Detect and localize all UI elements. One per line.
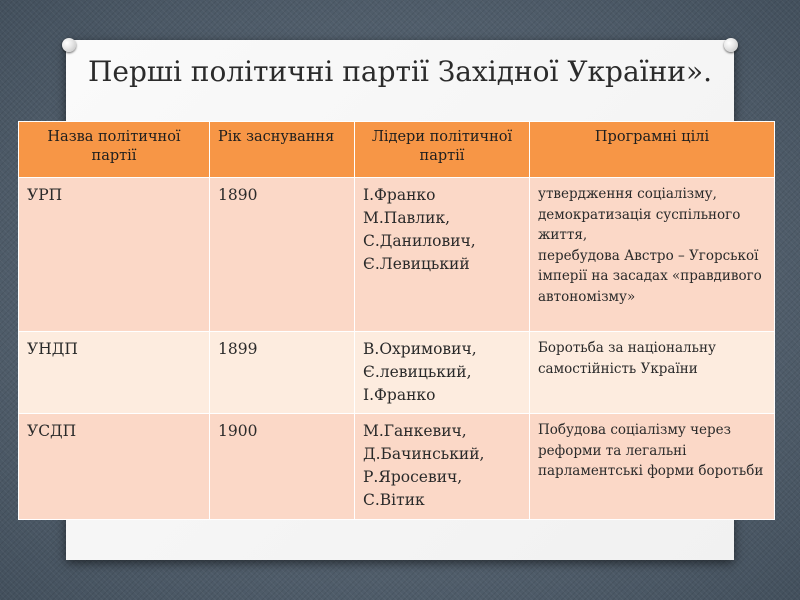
leader-name: М.Ганкевич, [363,422,467,440]
leader-name: С.Данилович, [363,232,476,250]
pin-icon [724,38,738,52]
leaders-cell [355,414,530,520]
founding-year-cell: 1899 [210,332,355,414]
slide-title: Перші політичні партії Західної України». [88,56,712,88]
leader-name: М.Павлик, [363,209,451,227]
party-name-cell: УРП [19,178,210,332]
leader-name: Є.Левицький [363,255,470,273]
goals-cell [530,332,775,414]
goals-cell [530,178,775,332]
party-name-cell: УНДП [19,332,210,414]
founding-year-cell: 1900 [210,414,355,520]
party-name-cell: УСДП [19,414,210,520]
pin-icon [62,38,76,52]
goal-text: Боротьба за національну самостійність України [538,340,716,377]
leader-name: І.Франко [363,386,436,404]
leader-name: С.Вітик [363,491,425,509]
goal-text: демократизація суспільного життя, [538,206,741,243]
founding-year-cell: 1890 [210,178,355,332]
goals-cell [530,414,775,520]
header-leaders: Лідери політичної партії [355,122,530,178]
goal-text: утвердження соціалізму, [538,186,717,202]
goal-text: Побудова соціалізму через реформи та легальні парламентські форми боротьби [538,422,764,479]
leaders-cell [355,332,530,414]
leader-name: Р.Яросевич, [363,468,463,486]
table-row [19,414,775,520]
header-founding-year: Рік заснування [210,122,355,178]
header-party-name: Назва політичної партії [19,122,210,178]
table-row [19,332,775,414]
table-row [19,178,775,332]
leader-name: В.Охримович, [363,340,477,358]
table-header-row [19,122,775,178]
leaders-cell [355,178,530,332]
leader-name: І.Франко [363,186,436,204]
leader-name: Д.Бачинський, [363,445,485,463]
leader-name: Є.левицький, [363,363,472,381]
goal-text: перебудова Австро – Угорської імперії на засадах «правдивого автономізму» [538,247,762,305]
parties-table [18,121,774,520]
header-goals: Програмні цілі [530,122,775,178]
